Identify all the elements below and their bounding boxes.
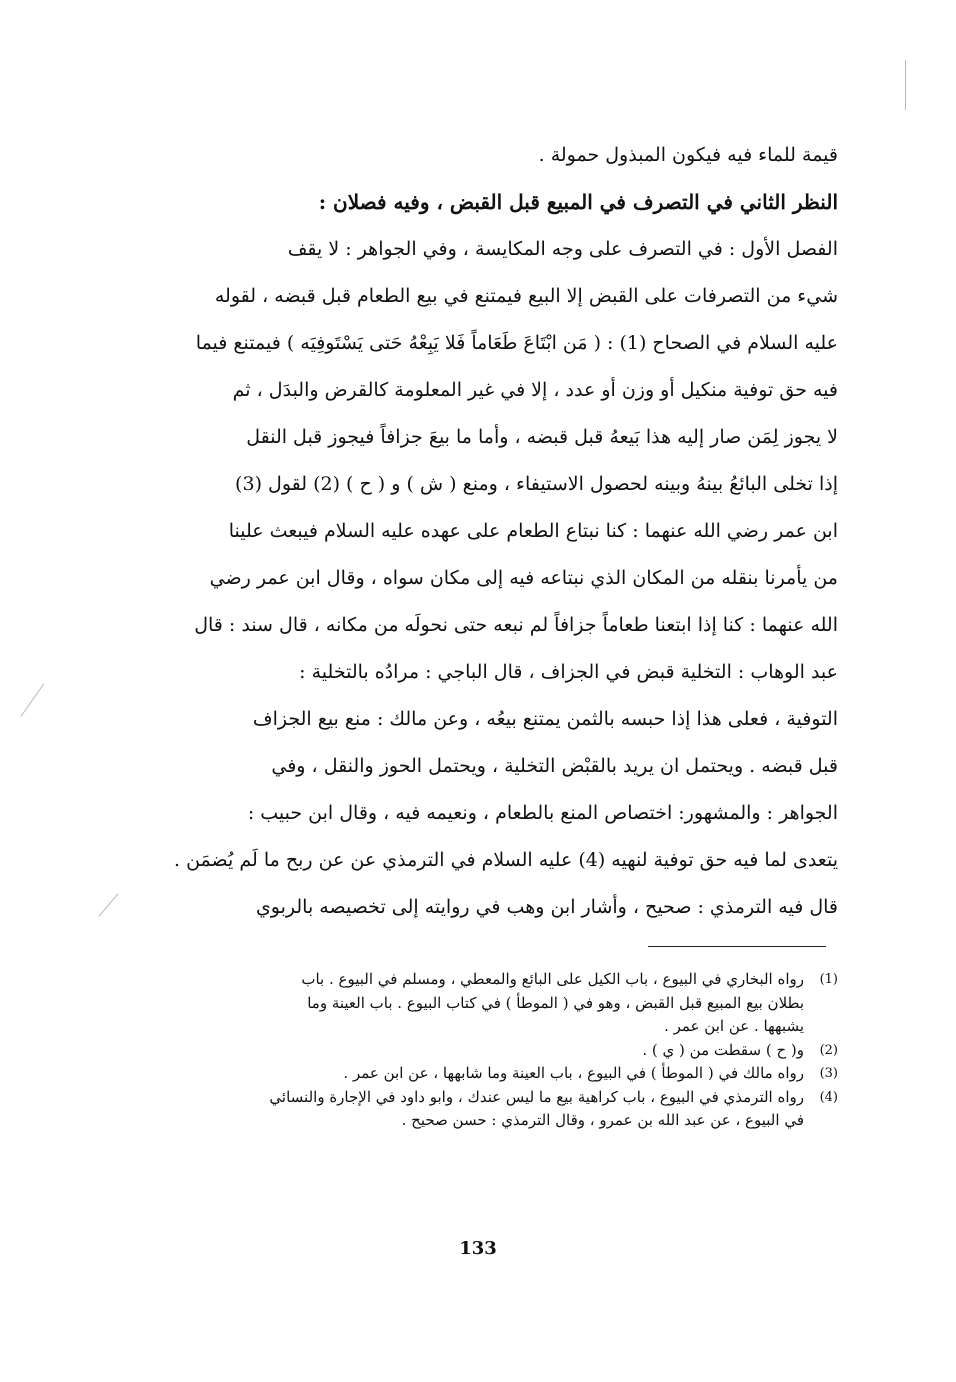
footnotes [138, 968, 838, 1133]
text-line: الله عنهما : كنا إذا ابتعنا طعاماً جزافاً لم نبعه حتى نحولَه من مكانه ، قال سند : قال [194, 614, 838, 636]
text-line: ابن عمر رضي الله عنهما : كنا نبتاع الطعام على عهده عليه السلام فيبعث علينا [228, 520, 838, 542]
footnote-number: (4) [819, 1089, 838, 1105]
footnote-text: يشبهها . عن ابن عمر . [664, 1017, 804, 1035]
footnote-4-cont [138, 1109, 838, 1133]
text-line: قبل قبضه . ويحتمل ان يريد بالقبْض التخلية ، ويحتمل الحوز والنقل ، وفي [271, 755, 838, 777]
footnote-text: و( ح ) سقطت من ( ي ) . [642, 1040, 804, 1059]
footnote-4 [138, 1086, 838, 1110]
footnote-text: بطلان بيع المبيع قبل القبض ، وهو في ( الموطأ ) في كتاب البيوع . باب العينة وما [307, 993, 804, 1012]
page-number: 133 [459, 1238, 497, 1259]
text-line: الفصل الأول : في التصرف على وجه المكايسة ، وفي الجواهر : لا يقف [287, 238, 838, 260]
scan-edge-mark [21, 683, 45, 716]
text-line: إذا تخلى البائعُ بينهُ وبينه لحصول الاستيفاء ، ومنع ( ش ) و ( ح ) (2) لقول (3) [235, 473, 838, 495]
text-line: عبد الوهاب : التخلية قبض في الجزاف ، قال الباجي : مرادُه بالتخلية : [299, 661, 838, 683]
footnote-1 [138, 968, 838, 992]
footnote-text: رواه مالك في ( الموطأ ) في البيوع ، باب العينة وما شابهها ، عن ابن عمر . [343, 1064, 804, 1082]
footnote-number: (1) [819, 972, 838, 987]
text-line: لا يجوز لِمَن صار إليه هذا بَيعهُ قبل قبضه ، وأما ما بيعَ جزافاً فيجوز قبل النقل [246, 426, 838, 448]
scan-edge-mark [98, 893, 118, 917]
footnote-2 [138, 1039, 838, 1063]
scan-edge-mark [905, 60, 906, 110]
text-line: من يأمرنا بنقله من المكان الذي نبتاعه فيه إلى مكان سواه ، وقال ابن عمر رضي [209, 567, 838, 589]
footnote-1-cont [138, 992, 838, 1016]
footnote-text: في البيوع ، عن عبد الله بن عمرو ، وقال الترمذي : حسن صحيح . [401, 1111, 804, 1129]
text-line: شيء من التصرفات على القبض إلا البيع فيمتنع في بيع الطعام قبل قبضه ، لقوله [214, 285, 838, 307]
footnote-number: (2) [819, 1042, 838, 1058]
footnote-1-cont [138, 1015, 838, 1039]
section-heading: النظر الثاني في التصرف في المبيع قبل القبض ، وفيه فصلان : [318, 190, 838, 214]
text-line: قيمة للماء فيه فيكون المبذول حمولة . [538, 144, 838, 166]
footnote-3 [138, 1062, 838, 1086]
text-line: التوفية ، فعلى هذا إذا حبسه بالثمن يمتنع بيعُه ، وعن مالك : منع بيع الجزاف [252, 708, 838, 730]
text-line: عليه السلام في الصحاح (1) : ( مَن ابْتَاعَ طَعَاماً فَلا يَبِعْهُ حَتى يَسْتَوفِيَه ) فيمتنع فيما [195, 332, 838, 354]
footnote-number: (3) [819, 1066, 838, 1081]
footnote-divider [648, 946, 826, 947]
text-line: يتعدى لما فيه حق توفية لنهيه (4) عليه السلام في الترمذي عن عن ربح ما لَم يُضمَن . [174, 849, 838, 871]
footnote-text: رواه الترمذي في البيوع ، باب كراهية بيع ما ليس عندك ، وابو داود في الإجارة والنسائي [269, 1087, 804, 1106]
footnote-text: رواه البخاري في البيوع ، باب الكيل على البائع والمعطي ، ومسلم في البيوع . باب [301, 970, 804, 988]
text-line: فيه حق توفية منكيل أو وزن أو عدد ، إلا في غير المعلومة كالقرض والبدَل ، ثم [232, 379, 838, 401]
text-line: الجواهر : والمشهور: اختصاص المنع بالطعام ، ونعيمه فيه ، وقال ابن حبيب : [247, 802, 838, 824]
body-text [138, 132, 838, 931]
text-line: قال فيه الترمذي : صحيح ، وأشار ابن وهب في روايته إلى تخصيصه بالربوي [255, 896, 838, 918]
